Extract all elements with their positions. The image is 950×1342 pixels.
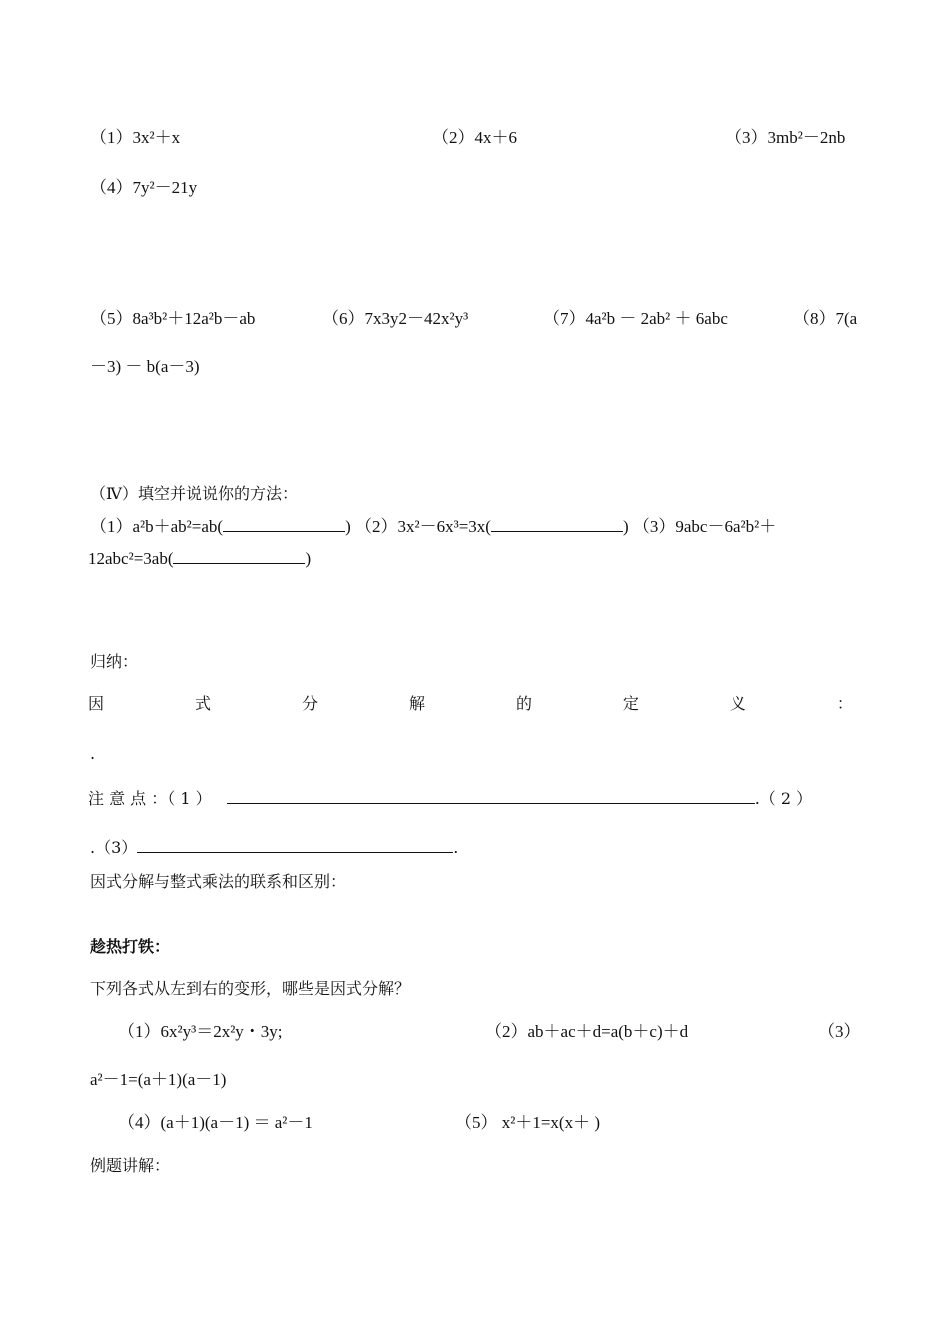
exercise-item-4: （4）7y²－21y	[90, 178, 198, 197]
practice-item-5: （5） x²＋1=x(x＋ )	[455, 1113, 601, 1132]
fill-q2-prefix: （2）3x²－6x³=3x(	[355, 517, 491, 536]
definition-char: 的	[515, 694, 532, 713]
relation-question: 因式分解与整式乘法的联系和区别：	[90, 872, 347, 891]
exercise-item-1: （1）3x²＋x	[90, 128, 181, 147]
fill-question-row	[90, 515, 776, 537]
fill-q1-prefix: （1）a²b＋ab²=ab(	[90, 517, 224, 536]
definition-char: ：	[836, 694, 853, 713]
practice-item-3-expr: a²－1=(a＋1)(a－1)	[90, 1070, 227, 1089]
notes-line2-suffix: .	[453, 838, 459, 857]
definition-char: 义	[729, 694, 746, 713]
notes-line-1	[88, 787, 812, 809]
notes-mid: .（ 2 ）	[754, 789, 813, 808]
definition-char: 分	[301, 694, 318, 713]
notes-line2-prefix: .（3）	[90, 838, 138, 857]
notes-blank-3[interactable]	[137, 836, 453, 853]
definition-char: 式	[194, 694, 211, 713]
fill-q3-suffix: )	[305, 549, 312, 568]
practice-item-2: （2）ab＋ac＋d=a(b＋c)＋d	[485, 1022, 689, 1041]
exercise-item-3: （3）3mb²－2nb	[725, 128, 846, 147]
practice-item-3-label: （3）	[818, 1022, 861, 1041]
notes-line-2	[90, 836, 458, 858]
exercise-item-8-start: （8）7(a	[793, 309, 858, 328]
example-title: 例题讲解：	[90, 1156, 171, 1175]
definition-char: 定	[622, 694, 639, 713]
exercise-item-6: （6）7x3y2－42x²y³	[322, 309, 469, 328]
exercise-item-2: （2）4x＋6	[432, 128, 517, 147]
practice-title: 趁热打铁：	[90, 937, 171, 956]
fill-q1-blank[interactable]	[223, 515, 345, 532]
exercise-item-8-end: －3) － b(a－3)	[90, 357, 200, 376]
summary-title: 归纳：	[90, 652, 139, 671]
fill-q3-row	[88, 547, 311, 569]
fill-q2-suffix: )	[622, 517, 629, 536]
definition-period: .	[90, 744, 96, 763]
definition-char: 因	[88, 694, 105, 713]
fill-q2-blank[interactable]	[491, 515, 623, 532]
fill-q3-continued: 12abc²=3ab(	[88, 549, 174, 568]
exercise-item-5: （5）8a³b²＋12a²b－ab	[90, 309, 256, 328]
practice-item-1: （1）6x²y³＝2x²y・3y;	[118, 1022, 283, 1041]
notes-blank-1[interactable]	[227, 787, 755, 804]
notes-label: 注 意 点 ：（ 1 ）	[88, 789, 212, 808]
definition-line	[88, 694, 853, 714]
fill-q3-prefix: （3）9abc－6a²b²＋	[632, 517, 777, 536]
fill-q3-blank[interactable]	[173, 547, 305, 564]
practice-question: 下列各式从左到右的变形，哪些是因式分解？	[90, 979, 411, 998]
section-iv-title: （Ⅳ）填空并说说你的方法：	[90, 484, 298, 503]
fill-q1-suffix: )	[345, 517, 351, 536]
practice-item-4: （4）(a＋1)(a－1) ＝ a²－1	[118, 1113, 313, 1132]
exercise-item-7: （7）4a²b － 2ab² ＋ 6abc	[543, 309, 728, 328]
definition-char: 解	[408, 694, 425, 713]
